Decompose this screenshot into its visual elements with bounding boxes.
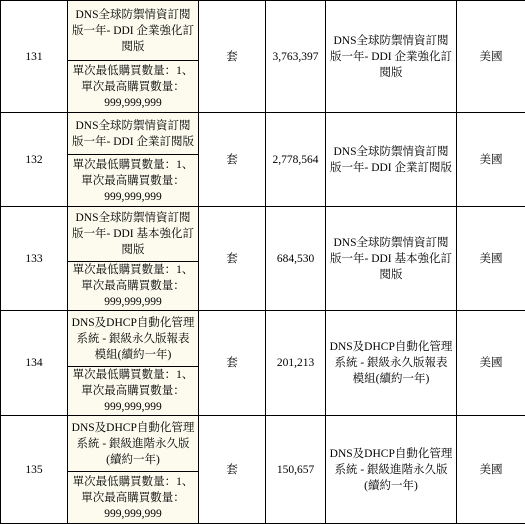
price: 150,657 [266,416,326,524]
item-number: 134 [1,311,68,416]
price: 684,530 [266,207,326,311]
purchase-quantity-limits: 單次最低購買數量：1、單次最高購買數量：999,999,999 [68,262,199,311]
purchase-quantity-limits: 單次最低購買數量：1、單次最高購買數量：999,999,999 [68,155,199,207]
purchase-quantity-limits: 單次最低購買數量：1、單次最高購買數量：999,999,999 [68,61,199,113]
product-name: DNS及DHCP自動化管理系統 - 銀級永久版報表模組(續約一年) [68,311,199,367]
unit: 套 [199,1,266,113]
specification: DNS全球防禦情資訂閱版一年- DDI 基本強化訂閱版 [326,207,457,311]
item-number: 132 [1,113,68,207]
product-name: DNS及DHCP自動化管理系統 - 銀級進階永久版(續約一年) [68,416,199,472]
price: 2,778,564 [266,113,326,207]
unit: 套 [199,207,266,311]
specification: DNS及DHCP自動化管理系統 - 銀級進階永久版(續約一年) [326,416,457,524]
specification: DNS全球防禦情資訂閱版一年- DDI 企業強化訂閱版 [326,1,457,113]
price: 201,213 [266,311,326,416]
product-name: DNS全球防禦情資訂閱版一年- DDI 企業強化訂閱版 [68,1,199,61]
specification: DNS及DHCP自動化管理系統 - 銀級永久版報表模組(續約一年) [326,311,457,416]
product-name: DNS全球防禦情資訂閱版一年- DDI 企業訂閱版 [68,113,199,155]
item-number: 135 [1,416,68,524]
unit: 套 [199,311,266,416]
table-row [1,207,525,262]
origin-country: 美國 [457,1,525,113]
specification: DNS全球防禦情資訂閱版一年- DDI 企業訂閱版 [326,113,457,207]
origin-country: 美國 [457,113,525,207]
origin-country: 美國 [457,311,525,416]
table-row [1,416,525,472]
table-row [1,113,525,155]
item-number: 133 [1,207,68,311]
origin-country: 美國 [457,207,525,311]
unit: 套 [199,113,266,207]
origin-country: 美國 [457,416,525,524]
item-number: 131 [1,1,68,113]
price: 3,763,397 [266,1,326,113]
table-row [1,311,525,367]
unit: 套 [199,416,266,524]
product-name: DNS全球防禦情資訂閱版一年- DDI 基本強化訂閱版 [68,207,199,262]
purchase-quantity-limits: 單次最低購買數量：1、單次最高購買數量：999,999,999 [68,367,199,416]
purchase-quantity-limits: 單次最低購買數量：1、單次最高購買數量：999,999,999 [68,472,199,524]
table-row [1,1,525,61]
